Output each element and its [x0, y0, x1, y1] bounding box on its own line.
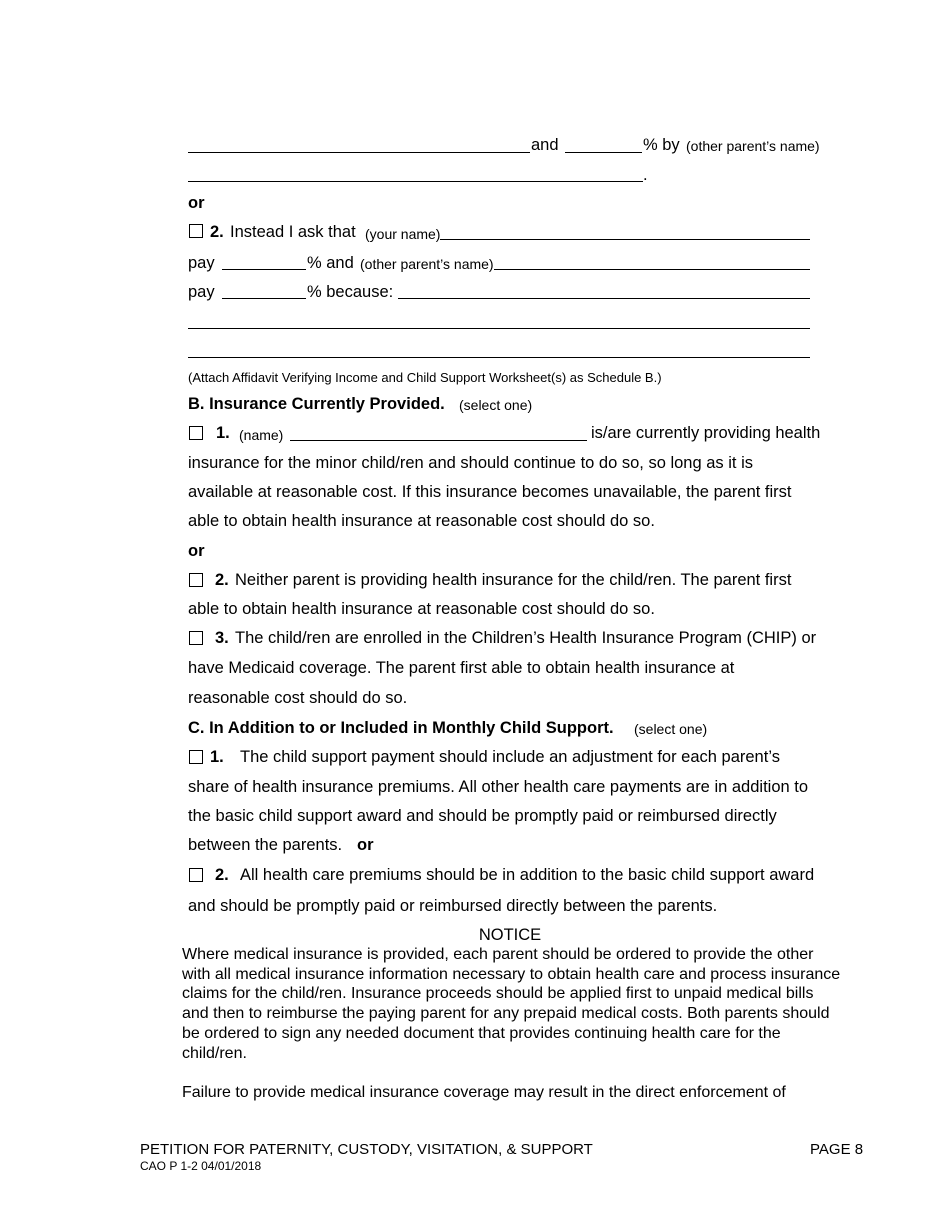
your-name-line[interactable]	[440, 239, 810, 240]
b3-line2: have Medicaid coverage. The parent first able to obtain health insurance at	[188, 659, 735, 677]
notice-title: NOTICE	[478, 926, 542, 944]
percent-because-text: % because:	[307, 283, 394, 301]
c1-checkbox[interactable]	[189, 750, 203, 764]
b3-number: 3.	[215, 629, 229, 647]
because-line-1[interactable]	[398, 298, 810, 299]
b2-text: Neither parent is providing health insurance for the child/ren. The parent first	[235, 571, 792, 589]
notice-paragraph-1-text: Where medical insurance is provided, each parent should be ordered to provide the other with all medical insurance information necessary to obtain health care and process insurance claims for the child/ren. Insurance proceeds should be applied first to unpaid medical bills and then to reimburse the paying parent for any prepaid medical costs. Both parents should be ordered to sign any needed document that provides continuing health care for the child/ren.	[182, 946, 841, 1062]
b1-name-line[interactable]	[290, 440, 587, 441]
pay-label-1: pay	[188, 254, 215, 272]
your-name-hint: (your name)	[365, 226, 441, 242]
footer-title: PETITION FOR PATERNITY, CUSTODY, VISITATION, & SUPPORT	[140, 1141, 593, 1158]
b2-checkbox[interactable]	[189, 573, 203, 587]
b1-name-hint: (name)	[239, 427, 284, 443]
section-c-heading: C. In Addition to or Included in Monthly Child Support.	[188, 719, 614, 737]
percent-by-text: % by	[643, 136, 680, 154]
b2-line2: able to obtain health insurance at reasonable cost should do so.	[188, 600, 655, 618]
c2-number: 2.	[215, 866, 229, 884]
percent-and-text: % and	[307, 254, 354, 272]
percent-blank-line[interactable]	[565, 152, 642, 153]
because-line-3[interactable]	[188, 357, 810, 358]
c1-text: The child support payment should include an adjustment for each parent’s	[240, 748, 780, 766]
c1-line2: share of health insurance premiums. All other health care payments are in addition to	[188, 778, 809, 796]
footer-form-id: CAO P 1-2 04/01/2018	[140, 1159, 262, 1173]
notice-paragraph-1	[182, 945, 842, 1063]
b3-checkbox[interactable]	[189, 631, 203, 645]
and-text: and	[531, 136, 559, 154]
c2-checkbox[interactable]	[189, 868, 203, 882]
attach-note: (Attach Affidavit Verifying Income and Child Support Worksheet(s) as Schedule B.)	[188, 370, 662, 385]
b1-text: is/are currently providing health	[591, 424, 821, 442]
c1-number: 1.	[210, 748, 224, 766]
b1-line3: available at reasonable cost. If this insurance becomes unavailable, the parent first	[188, 483, 792, 501]
b3-text: The child/ren are enrolled in the Children’s Health Insurance Program (CHIP) or	[235, 629, 817, 647]
c2-text: All health care premiums should be in addition to the basic child support award	[240, 866, 815, 884]
other-parent-name-line-2[interactable]	[494, 269, 810, 270]
b-or-text: or	[188, 542, 205, 560]
c1-line4: between the parents.	[188, 836, 343, 854]
b1-line2: insurance for the minor child/ren and should continue to do so, so long as it is	[188, 454, 753, 472]
pay-percent-line-2[interactable]	[222, 298, 306, 299]
footer-page-number: PAGE 8	[810, 1141, 864, 1158]
b2-number: 2.	[215, 571, 229, 589]
b1-checkbox[interactable]	[189, 426, 203, 440]
other-parent-name-line[interactable]	[188, 181, 643, 182]
section-b-select-one: (select one)	[459, 397, 533, 413]
c1-line3: the basic child support award and should be promptly paid or reimbursed directly	[188, 807, 777, 825]
name-blank-line[interactable]	[188, 152, 530, 153]
section-b-heading: B. Insurance Currently Provided.	[188, 395, 445, 413]
b1-number: 1.	[216, 424, 230, 442]
option2-text: Instead I ask that	[230, 223, 356, 241]
notice-paragraph-2	[182, 1083, 842, 1103]
period-text: .	[643, 166, 648, 184]
option2-number: 2.	[210, 223, 224, 241]
other-parent-name-hint-2: (other parent’s name)	[360, 256, 494, 272]
section-c-select-one: (select one)	[634, 721, 708, 737]
other-parent-name-hint: (other parent’s name)	[686, 138, 820, 154]
notice-paragraph-2-text: Failure to provide medical insurance coverage may result in the direct enforcement of	[182, 1084, 786, 1101]
b1-line4: able to obtain health insurance at reasonable cost should do so.	[188, 512, 655, 530]
c2-line2: and should be promptly paid or reimbursed directly between the parents.	[188, 897, 718, 915]
pay-label-2: pay	[188, 283, 215, 301]
option2-checkbox[interactable]	[189, 224, 203, 238]
because-line-2[interactable]	[188, 328, 810, 329]
c1-or-text: or	[357, 836, 374, 854]
or-text: or	[188, 194, 205, 212]
b3-line3: reasonable cost should do so.	[188, 689, 408, 707]
pay-percent-line-1[interactable]	[222, 269, 306, 270]
